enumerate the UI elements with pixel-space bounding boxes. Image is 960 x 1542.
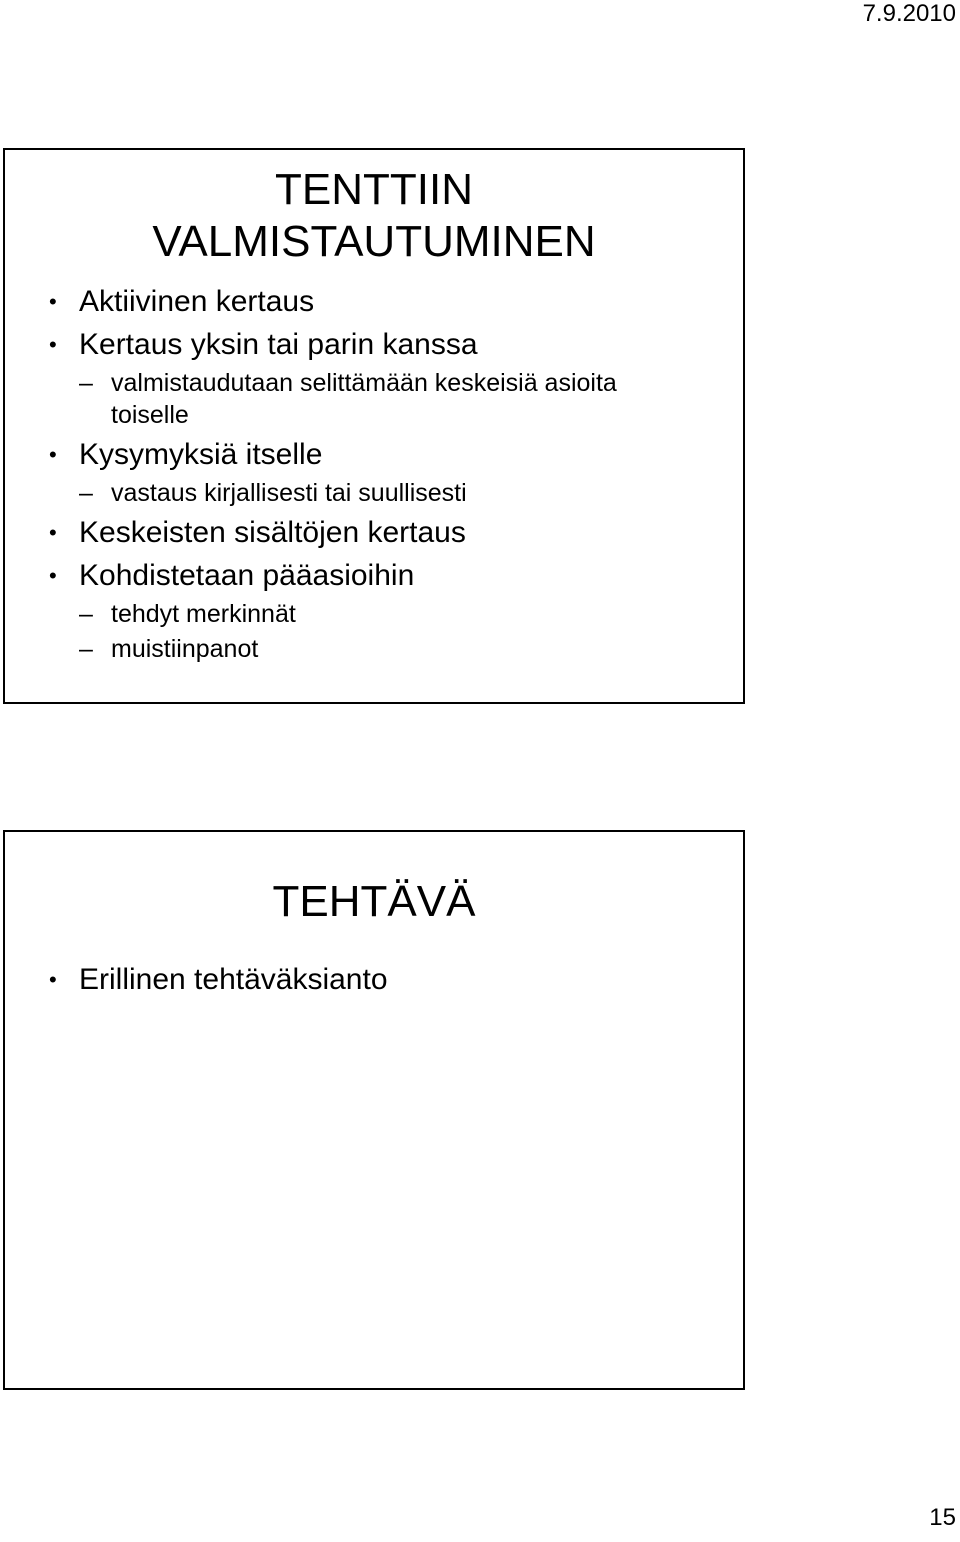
slide-title-line-2: VALMISTAUTUMINEN	[152, 217, 596, 266]
bullet-dot-icon: •	[49, 967, 57, 992]
bullet-dot-icon: •	[49, 563, 57, 588]
bullet-item	[49, 327, 723, 363]
bullet-dot-icon: •	[49, 442, 57, 467]
bullet-text: Kertaus yksin tai parin kanssa	[79, 328, 478, 361]
dash-icon: –	[79, 369, 93, 397]
bullet-dot-icon: •	[49, 520, 57, 545]
date-label: 7.9.2010	[862, 0, 956, 27]
bullet-item	[49, 962, 723, 998]
slide-title-line-1: TENTTIIN	[275, 165, 473, 214]
bullet-item	[49, 558, 723, 594]
bullet-item	[49, 437, 723, 473]
slide-title	[5, 164, 743, 268]
bullet-list	[49, 284, 723, 671]
sub-bullet-text: tehdyt merkinnät	[111, 600, 296, 628]
sub-bullet-text: vastaus kirjallisesti tai suullisesti	[111, 479, 467, 507]
bullet-text: Aktiivinen kertaus	[79, 285, 315, 318]
slide-tehtava	[3, 830, 745, 1390]
sub-bullet-text: muistiinpanot	[111, 635, 259, 663]
page-number: 15	[929, 1504, 956, 1531]
dash-icon: –	[79, 635, 93, 663]
bullet-text: Erillinen tehtäväksianto	[79, 963, 388, 996]
dash-icon: –	[79, 479, 93, 507]
bullet-dot-icon: •	[49, 332, 57, 357]
sub-bullet-text: valmistaudutaan selittämään keskeisiä asioita toiselle	[111, 369, 617, 429]
bullet-item	[49, 515, 723, 551]
slide-title: TEHTÄVÄ	[272, 877, 476, 926]
bullet-text: Kysymyksiä itselle	[79, 438, 323, 471]
dash-icon: –	[79, 600, 93, 628]
sub-bullet-item	[49, 598, 723, 630]
bullet-list	[49, 962, 723, 1005]
sub-bullet-item	[49, 477, 723, 509]
bullet-text: Kohdistetaan pääasioihin	[79, 559, 415, 592]
slide-tenttiin-valmistautuminen	[3, 148, 745, 704]
bullet-text: Keskeisten sisältöjen kertaus	[79, 516, 466, 549]
sub-bullet-item	[49, 367, 723, 431]
bullet-item	[49, 284, 723, 320]
bullet-dot-icon: •	[49, 289, 57, 314]
sub-bullet-item	[49, 633, 723, 665]
